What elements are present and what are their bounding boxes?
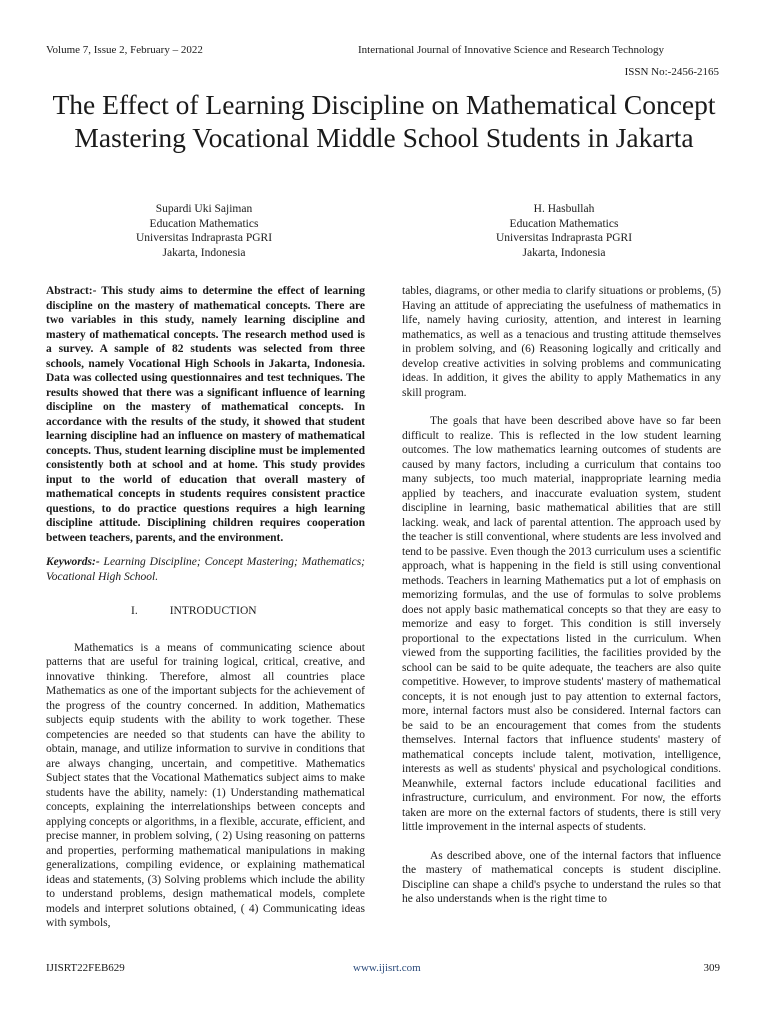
- author-block-1: [104, 202, 304, 260]
- author-location: Jakarta, Indonesia: [522, 246, 606, 259]
- paragraph-intro-1-continued: tables, diagrams, or other media to clarify situations or problems, (5) Having an attitude of appreciating the usefulness of mathematics in life, namely having curiosity, attention, and interest in learning mathematics, as well as a tenacious and trusting attitude themselves in problem solving, and (6) Reasoning logically and critically and develop creative activities in solving problems and communicating ideas. In addition, it gives the ability to apply Mathematics in any skill program.: [402, 285, 721, 399]
- author-location: Jakarta, Indonesia: [162, 246, 246, 259]
- left-column: [46, 284, 365, 931]
- author-name: H. Hasbullah: [533, 203, 595, 215]
- right-column: [402, 284, 721, 907]
- keywords-text: Learning Discipline; Concept Mastering; Mathematics; Vocational High School.: [46, 556, 365, 583]
- keywords: [46, 555, 365, 584]
- paragraph-intro-3: As described above, one of the internal factors that influence the mastery of mathematical concepts is student discipline. Discipline can shape a child's psyche to understand the rules so that he also understands when is the right time to: [402, 849, 721, 905]
- footer-paper-code: IJISRT22FEB629: [46, 962, 125, 974]
- author-university: Universitas Indraprasta PGRI: [495, 232, 633, 244]
- footer-page-number: 309: [703, 962, 720, 974]
- author-university: Universitas Indraprasta PGRI: [135, 232, 273, 244]
- paper-title: The Effect of Learning Discipline on Mathematical Concept Mastering Vocational Middle School Students in Jakarta: [52, 89, 716, 153]
- author-department: Education Mathematics: [509, 217, 619, 230]
- paragraph-intro-2: The goals that have been described above have so far been difficult to realize. This is reflected in the low student learning outcomes. The low mathematics learning outcomes of students are caused by many factors, including a curriculum that contains too many subjects, too much material, inappropriate learning media applied by teachers, and inaccurate evaluation system, student discipline in learning, basic mathematical abilities that are still lacking. weak, and lack of parental attention. The approach used by the teacher is still conventional, where students are less involved and tend to be passive. Even though the 2013 curriculum uses a scientific approach, what is happening in the field is still using conventional methods. Teachers in learning Mathematics put a lot of emphasis on memorizing formulas, and the use of formulas to solve problems does not apply basic mathematical concepts so that they are easy to memorize and easy to forget. This condition is still inversely proportional to the expectations listed in the curriculum. When viewed from the supporting facilities, the facilities provided by the school can be said to be quite adequate, the teachers are also quite competitive. However, to improve students' mastery of mathematical concepts, it is not enough just to pay attention to external factors, more, internal factors must also be considered. Internal factors can be said to be an encouragement that comes from the students themselves. Internal factors that influence students' mastery of mathematical concepts include talent, motivation, intelligence, interests as well as students' physical and psychological conditions. Meanwhile, external factors include educational facilities and infrastructure, curriculum, and environment. For now, the efforts taken are more on the external factors of students, there is still very little improvement in the internal aspects of students.: [402, 415, 721, 833]
- footer-website-link[interactable]: www.ijisrt.com: [353, 962, 421, 974]
- section-number: I.: [131, 605, 138, 617]
- author-department: Education Mathematics: [149, 217, 259, 230]
- section-title: INTRODUCTION: [169, 605, 257, 617]
- paragraph-intro-1: Mathematics is a means of communicating science about patterns that are useful for training logical, critical, creative, and innovative thinking. Therefore, almost all countries place Mathematics as one of the important subjects for the achievement of the progress of the country concerned. In addition, Mathematics subjects equip students with the ability to work together. These competencies are needed so that students can have the ability to obtain, manage, and utilize information to survive in conditions that are always changing, uncertain, and competitive. Mathematics Subject states that the Vocational Mathematics subject aims to make students have the ability, namely: (1) Understanding mathematical concepts, explaining the interrelationships between concepts and applying concepts or algorithms, in a flexible, accurate, efficient, and precise manner, in problem solving, ( 2) Using reasoning on patterns and properties, performing mathematical manipulations in making generalizations, compiling evidence, or explaining mathematical ideas and statements, (3) Solving problems which include the ability to understand problems, design mathematical models, complete models and interpret solutions obtained, ( 4) Communicating ideas with symbols,: [46, 641, 365, 929]
- section-heading: [46, 604, 365, 619]
- author-block-2: [464, 202, 664, 260]
- abstract: Abstract:- This study aims to determine the effect of learning discipline on the mastery of mathematical concepts. There are two variables in this study, namely learning discipline and mastery of mathematical concepts. The research method used is a survey. A sample of 82 students was selected from three schools, namely Vocational High Schools in Jakarta, Indonesia. Data was collected using questionnaires and test techniques. The results showed that there was a significant influence of learning discipline on the mastery of mathematical concepts. In accordance with the results of the study, it showed that student learning discipline had an influence on mastery of mathematical concepts. Thus, student learning discipline must be implemented consistently both at school and at home. This study provides input to the world of education that overall mastery of mathematical concepts in students requires consistent practice questions, to do practice questions requires a high learning discipline attitude. Disciplining children requires cooperation between teachers, parents, and the environment.: [46, 285, 365, 544]
- running-header-volume: Volume 7, Issue 2, February – 2022: [46, 44, 203, 56]
- author-name: Supardi Uki Sajiman: [155, 203, 253, 215]
- running-header-journal: International Journal of Innovative Science and Research Technology: [358, 44, 665, 56]
- keywords-label: Keywords:-: [46, 556, 100, 568]
- running-header-issn: ISSN No:-2456-2165: [624, 66, 719, 78]
